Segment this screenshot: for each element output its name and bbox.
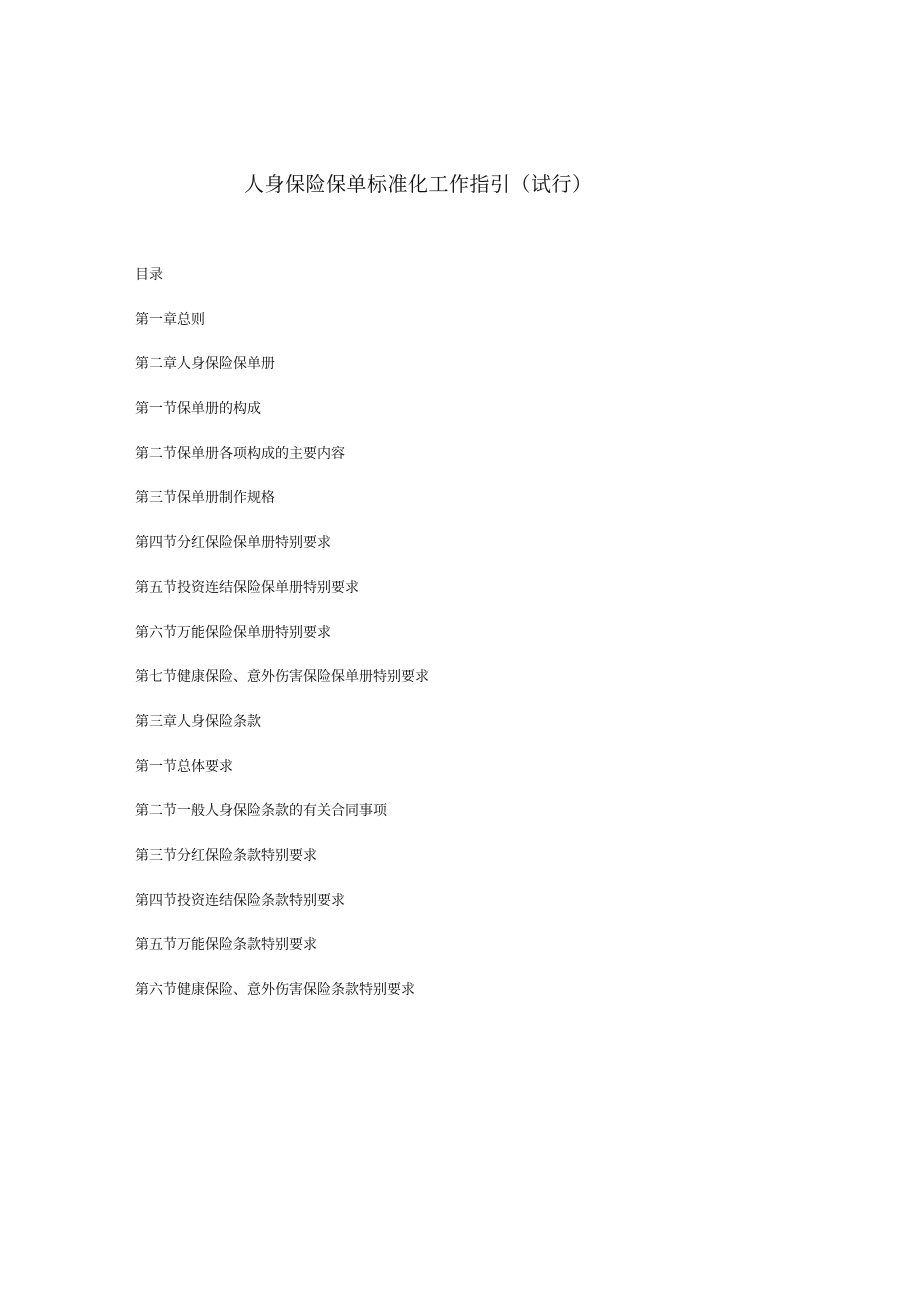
toc-item-ch2-section-5: 第五节投资连结保险保单册特别要求 — [135, 579, 359, 596]
toc-item-chapter-2: 第二章人身保险保单册 — [135, 356, 275, 373]
toc-item-ch3-section-4: 第四节投资连结保险条款特别要求 — [135, 892, 345, 909]
toc-item-ch2-section-3: 第三节保单册制作规格 — [135, 490, 275, 507]
table-of-contents — [135, 264, 429, 1024]
toc-item-ch2-section-1: 第一节保单册的构成 — [135, 401, 261, 418]
toc-item-ch2-section-7: 第七节健康保险、意外伤害保险保单册特别要求 — [135, 669, 429, 686]
toc-item-chapter-1: 第一章总则 — [135, 311, 205, 328]
toc-heading: 目录 — [135, 267, 163, 283]
toc-item-ch2-section-2: 第二节保单册各项构成的主要内容 — [135, 445, 345, 462]
toc-item-ch2-section-6: 第六节万能保险保单册特别要求 — [135, 624, 331, 641]
toc-item-ch3-section-3: 第三节分红保险条款特别要求 — [135, 847, 317, 864]
toc-item-ch2-section-4: 第四节分红保险保单册特别要求 — [135, 535, 331, 552]
toc-item-ch3-section-5: 第五节万能保险条款特别要求 — [135, 937, 317, 954]
page-title: 人身保险保单标准化工作指引（试行） — [244, 172, 593, 196]
toc-item-ch3-section-2: 第二节一般人身保险条款的有关合同事项 — [135, 803, 387, 820]
toc-item-ch3-section-1: 第一节总体要求 — [135, 758, 233, 775]
toc-item-ch3-section-6: 第六节健康保险、意外伤害保险条款特别要求 — [135, 982, 415, 998]
toc-item-chapter-3: 第三章人身保险条款 — [135, 713, 261, 730]
